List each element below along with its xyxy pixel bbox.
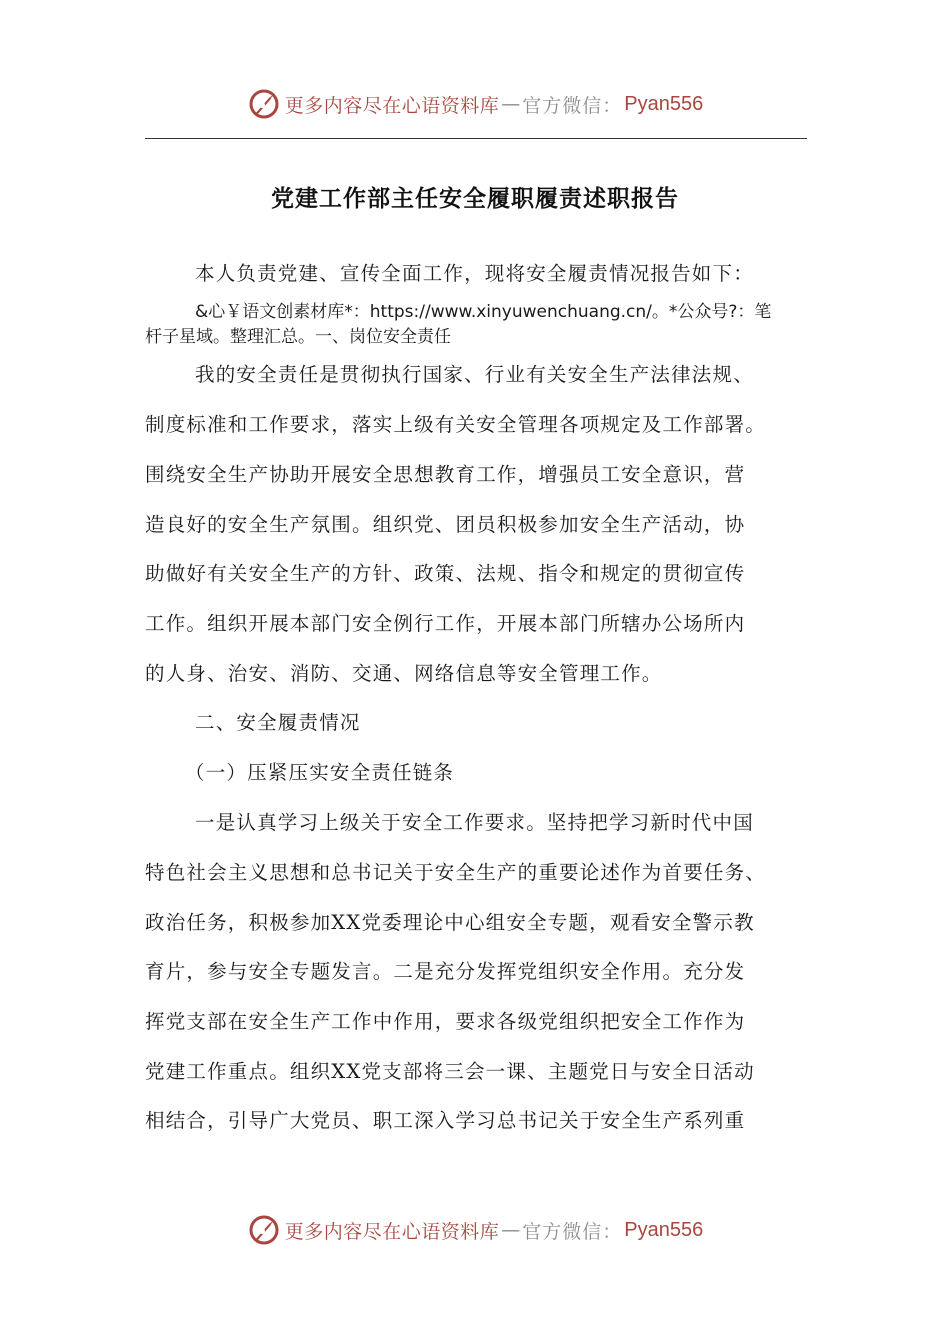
text-line: 党建工作重点。组织XX党支部将三会一课、主题党日与安全日活动 xyxy=(145,1060,755,1083)
banner-wechat-id: Pyan556 xyxy=(624,1218,704,1241)
text-line: 制度标准和工作要求，落实上级有关安全管理各项规定及工作部署。 xyxy=(145,413,767,436)
banner-wechat-label: 官方微信： xyxy=(522,1220,623,1243)
text-line: 我的安全责任是贯彻执行国家、行业有关安全生产法律法规、 xyxy=(195,363,754,386)
section-heading: 二、安全履责情况 xyxy=(195,711,361,734)
subsection-heading: （一）压紧压实安全责任链条 xyxy=(185,761,455,784)
banner-separator: — xyxy=(501,93,521,115)
text-line: 工作。组织开展本部门安全例行工作，开展本部门所辖办公场所内 xyxy=(145,612,746,635)
text-line: 特色社会主义思想和总书记关于安全生产的重要论述作为首要任务、 xyxy=(145,861,767,884)
banner-separator: — xyxy=(501,1219,521,1241)
text-line: 挥党支部在安全生产工作中作用，要求各级党组织把安全工作作为 xyxy=(145,1010,746,1033)
pen-nib-logo-icon xyxy=(247,1213,281,1247)
text-line: 围绕安全生产协助开展安全思想教育工作，增强员工安全意识，营 xyxy=(145,463,746,486)
text-line: 政治任务，积极参加XX党委理论中心组安全专题，观看安全警示教 xyxy=(145,911,755,934)
header-watermark-banner xyxy=(0,82,950,126)
header-divider xyxy=(145,138,807,139)
footer-watermark-banner xyxy=(0,1208,950,1252)
pen-nib-logo-icon xyxy=(247,87,281,121)
text-line: 育片，参与安全专题发言。二是充分发挥党组织安全作用。充分发 xyxy=(145,960,746,983)
banner-text: 更多内容尽在心语资料库 xyxy=(284,94,500,117)
source-line-1: &心￥语文创素材库*：https://www.xinyuwenchuang.cn/。*公众号?：笔 xyxy=(195,302,772,322)
text-line: 的人身、治安、消防、交通、网络信息等安全管理工作。 xyxy=(145,662,663,685)
text-line: 一是认真学习上级关于安全工作要求。坚持把学习新时代中国 xyxy=(195,811,754,834)
banner-text: 更多内容尽在心语资料库 xyxy=(284,1220,500,1243)
intro-paragraph: 本人负责党建、宣传全面工作，现将安全履责情况报告如下： xyxy=(195,262,754,285)
document-title: 党建工作部主任安全履职履责述职报告 xyxy=(271,186,679,212)
banner-wechat-label: 官方微信： xyxy=(522,94,623,117)
banner-wechat-id: Pyan556 xyxy=(624,92,704,115)
source-line-2: 杆子星域。整理汇总。一、岗位安全责任 xyxy=(145,327,451,347)
text-line: 造良好的安全生产氛围。组织党、团员积极参加安全生产活动，协 xyxy=(145,513,746,536)
text-line: 相结合，引导广大党员、职工深入学习总书记关于安全生产系列重 xyxy=(145,1109,746,1132)
text-line: 助做好有关安全生产的方针、政策、法规、指令和规定的贯彻宣传 xyxy=(145,562,746,585)
